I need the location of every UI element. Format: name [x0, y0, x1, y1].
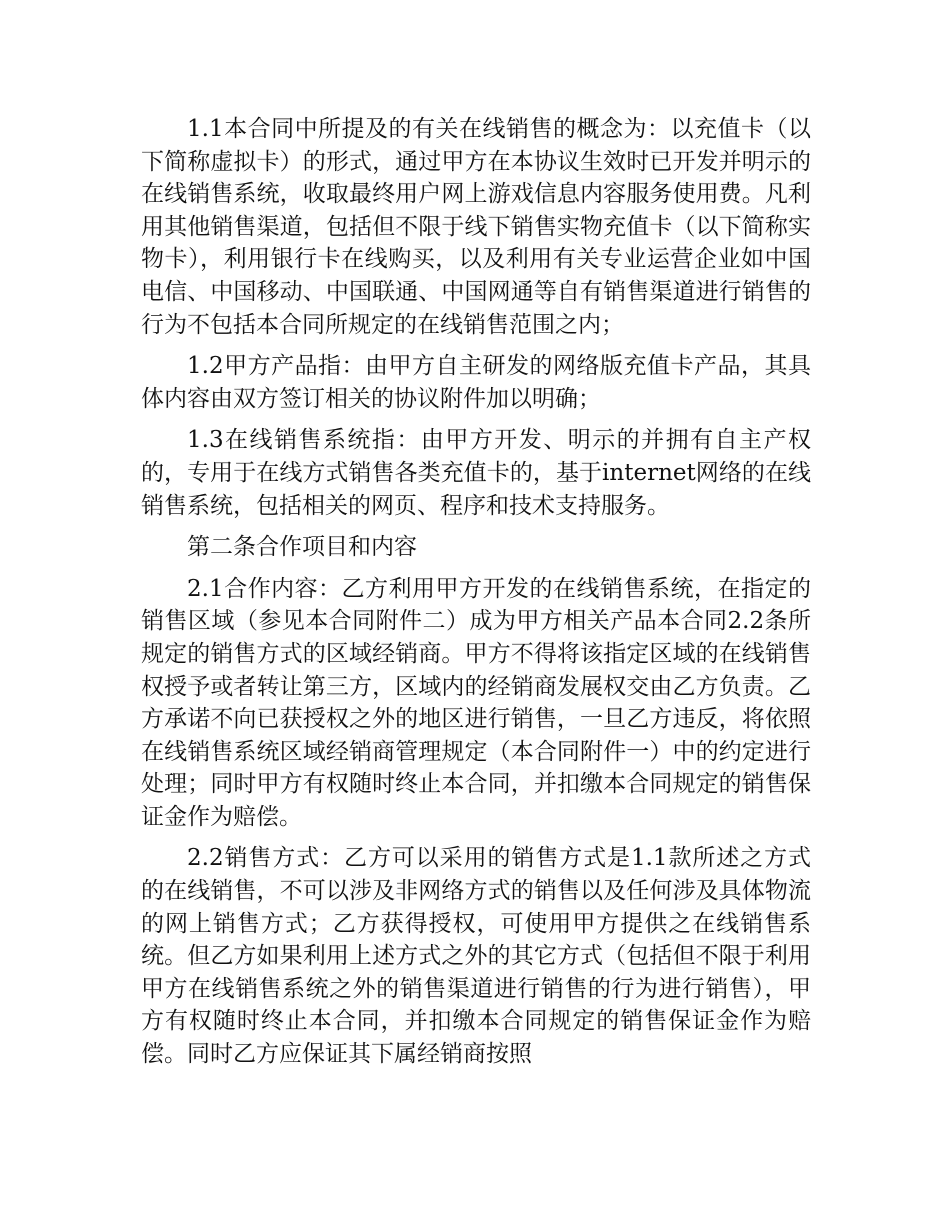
- document-body: [141, 113, 811, 1080]
- paragraph-2-1: 2.1合作内容：乙方利用甲方开发的在线销售系统，在指定的销售区域（参见本合同附件二）成为甲方相关产品本合同2.2条所规定的销售方式的区域经销商。甲方不得将该指定区域的在线销售权授予或者转让第三方，区域内的经销商发展权交由乙方负责。乙方承诺不向已获授权之外的地区进行销售，一旦乙方违反，将依照在线销售系统区域经销商管理规定（本合同附件一）中的约定进行处理；同时甲方有权随时终止本合同，并扣缴本合同规定的销售保证金作为赔偿。: [141, 575, 811, 830]
- paragraph-1-2: 1.2甲方产品指：由甲方自主研发的网络版充值卡产品，其具体内容由双方签订相关的协议附件加以明确；: [141, 353, 811, 412]
- paragraph-2-2: 2.2销售方式：乙方可以采用的销售方式是1.1款所述之方式的在线销售，不可以涉及非网络方式的销售以及任何涉及具体物流的网上销售方式；乙方获得授权，可使用甲方提供之在线销售系统。但乙方如果利用上述方式之外的其它方式（包括但不限于利用甲方在线销售系统之外的销售渠道进行销售的行为进行销售），甲方有权随时终止本合同，并扣缴本合同规定的销售保证金作为赔偿。同时乙方应保证其下属经销商按照: [141, 845, 811, 1068]
- section-heading-article-2: 第二条合作项目和内容: [187, 534, 417, 561]
- paragraph-1-3: 1.3在线销售系统指：由甲方开发、明示的并拥有自主产权的，专用于在线方式销售各类充值卡的，基于internet网络的在线销售系统，包括相关的网页、程序和技术支持服务。: [141, 427, 811, 519]
- paragraph-1-1: 1.1本合同中所提及的有关在线销售的概念为：以充值卡（以下简称虚拟卡）的形式，通过甲方在本协议生效时已开发并明示的在线销售系统，收取最终用户网上游戏信息内容服务使用费。凡利用其他销售渠道，包括但不限于线下销售实物充值卡（以下简称实物卡），利用银行卡在线购买，以及利用有关专业运营企业如中国电信、中国移动、中国联通、中国网通等自有销售渠道进行销售的行为不包括本合同所规定的在线销售范围之内；: [141, 116, 811, 338]
